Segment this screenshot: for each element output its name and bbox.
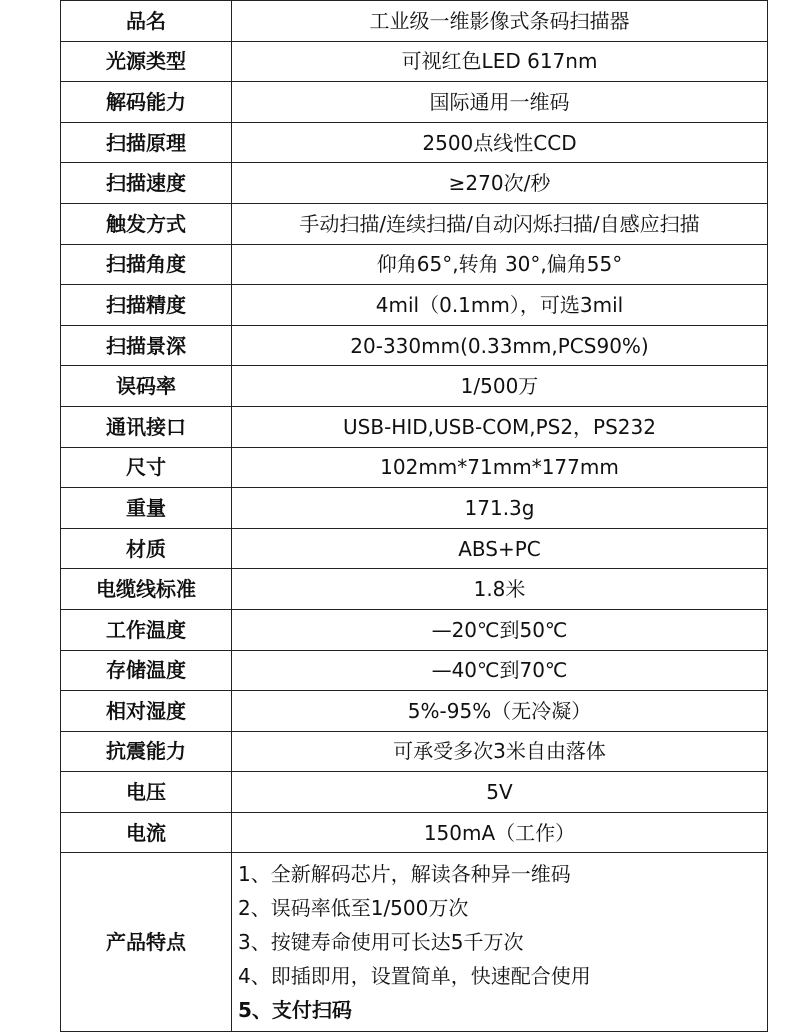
spec-table — [60, 0, 768, 1032]
row-label: 电压 — [61, 772, 232, 813]
table-row — [61, 569, 768, 610]
row-value: ABS+PC — [232, 528, 768, 569]
table-row — [61, 406, 768, 447]
table-row — [61, 41, 768, 82]
table-row — [61, 772, 768, 813]
row-value: 20-330mm(0.33mm,PCS90%) — [232, 325, 768, 366]
feature-item: 1、全新解码芯片，解读各种异一维码 — [238, 862, 571, 887]
row-label: 扫描速度 — [61, 163, 232, 204]
row-label: 通讯接口 — [61, 406, 232, 447]
row-label: 工作温度 — [61, 609, 232, 650]
row-label: 扫描角度 — [61, 244, 232, 285]
features-row — [61, 853, 768, 1032]
table-row — [61, 488, 768, 529]
row-value: ≥270次/秒 — [232, 163, 768, 204]
row-label: 品名 — [61, 1, 232, 42]
table-row — [61, 528, 768, 569]
row-label: 电缆线标准 — [61, 569, 232, 610]
row-label: 扫描原理 — [61, 122, 232, 163]
table-row — [61, 285, 768, 326]
row-value: 可承受多次3米自由落体 — [232, 731, 768, 772]
features-list — [232, 853, 768, 1032]
table-row — [61, 122, 768, 163]
row-label: 电流 — [61, 812, 232, 853]
row-label: 相对湿度 — [61, 691, 232, 732]
row-value: 国际通用一维码 — [232, 82, 768, 123]
row-value: —20℃到50℃ — [232, 609, 768, 650]
row-value: USB-HID,USB-COM,PS2，PS232 — [232, 406, 768, 447]
feature-item: 5、支付扫码 — [238, 998, 352, 1023]
row-value: 5V — [232, 772, 768, 813]
row-label: 误码率 — [61, 366, 232, 407]
row-label: 重量 — [61, 488, 232, 529]
table-row — [61, 366, 768, 407]
row-value: —40℃到70℃ — [232, 650, 768, 691]
table-row — [61, 650, 768, 691]
row-value: 可视红色LED 617nm — [232, 41, 768, 82]
table-row — [61, 609, 768, 650]
row-value: 4mil（0.1mm），可选3mil — [232, 285, 768, 326]
row-value: 102mm*71mm*177mm — [232, 447, 768, 488]
feature-item: 3、按键寿命使用可长达5千万次 — [238, 930, 524, 955]
table-row — [61, 691, 768, 732]
feature-item: 2、误码率低至1/500万次 — [238, 896, 469, 921]
features-label: 产品特点 — [61, 853, 232, 1032]
row-value: 5%-95%（无冷凝） — [232, 691, 768, 732]
table-row — [61, 325, 768, 366]
row-label: 存储温度 — [61, 650, 232, 691]
row-value: 1/500万 — [232, 366, 768, 407]
row-label: 解码能力 — [61, 82, 232, 123]
table-row — [61, 203, 768, 244]
feature-item: 4、即插即用，设置简单，快速配合使用 — [238, 964, 591, 989]
table-row — [61, 82, 768, 123]
row-label: 光源类型 — [61, 41, 232, 82]
row-value: 1.8米 — [232, 569, 768, 610]
row-value: 171.3g — [232, 488, 768, 529]
row-label: 扫描精度 — [61, 285, 232, 326]
table-row — [61, 1, 768, 42]
table-row — [61, 731, 768, 772]
row-value: 手动扫描/连续扫描/自动闪烁扫描/自感应扫描 — [232, 203, 768, 244]
row-label: 尺寸 — [61, 447, 232, 488]
row-value: 仰角65°,转角 30°,偏角55° — [232, 244, 768, 285]
table-row — [61, 812, 768, 853]
row-label: 触发方式 — [61, 203, 232, 244]
table-row — [61, 163, 768, 204]
table-row — [61, 244, 768, 285]
row-label: 材质 — [61, 528, 232, 569]
row-label: 抗震能力 — [61, 731, 232, 772]
row-value: 2500点线性CCD — [232, 122, 768, 163]
row-value: 工业级一维影像式条码扫描器 — [232, 1, 768, 42]
row-label: 扫描景深 — [61, 325, 232, 366]
table-row — [61, 447, 768, 488]
row-value: 150mA（工作） — [232, 812, 768, 853]
